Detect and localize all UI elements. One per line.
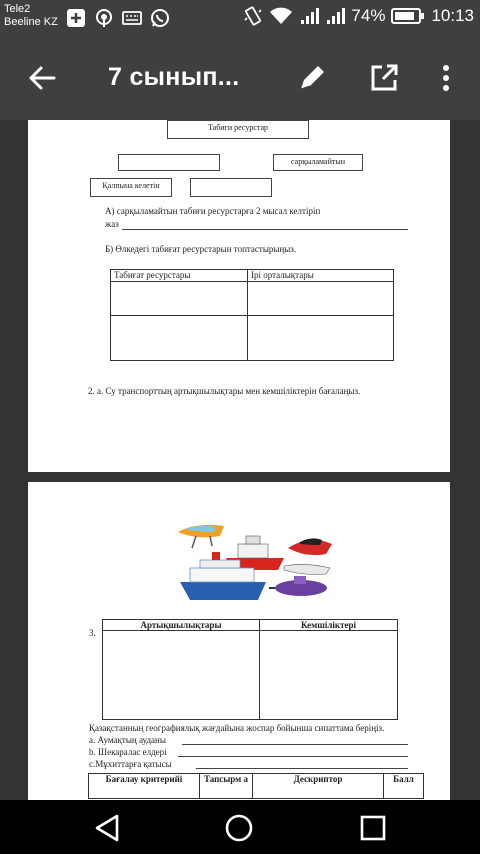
carrier-2: Beeline KZ [4, 16, 58, 28]
diagram-box-empty-1 [118, 154, 220, 171]
diagram-box-empty-2 [190, 178, 272, 197]
document-page-2[interactable] [28, 482, 450, 800]
answer-line [178, 756, 408, 757]
more-vert-icon[interactable] [428, 60, 464, 96]
table-cell [111, 316, 248, 361]
back-triangle-icon[interactable] [89, 810, 125, 846]
question-b: Б) Өлкедегі табиғат ресурстарын топтастырыңыз. [105, 244, 297, 254]
table-header-disadvantages: Кемшіліктері [260, 620, 398, 631]
radio-icon [94, 8, 114, 28]
diagram-box-natural-resources: Табиғи ресурстар [167, 120, 309, 139]
item-neighbors: b. Шекаралас елдері [89, 747, 167, 757]
battery-icon [391, 7, 425, 25]
notification-icons [66, 8, 170, 28]
answer-line [196, 768, 408, 769]
question-a-line-2: жаз [105, 219, 119, 229]
carrier-1: Tele2 [4, 3, 31, 15]
open-external-icon[interactable] [366, 60, 402, 96]
add-icon [66, 8, 86, 28]
table-header-task: Тапсырм а [200, 774, 253, 799]
diagram-box-inexhaustible: сарқыламайтын [273, 154, 363, 171]
whatsapp-icon [150, 8, 170, 28]
vibrate-icon [243, 6, 263, 26]
question-3-number: 3. [89, 628, 96, 638]
table-cell [260, 631, 398, 720]
edit-pencil-icon[interactable] [294, 60, 330, 96]
diagram-box-renewable: Қалпына келетін [90, 178, 172, 197]
document-title: 7 сынып... [108, 63, 240, 91]
home-circle-icon[interactable] [221, 810, 257, 846]
item-area: а. Аумақтың ауданы [89, 735, 166, 745]
system-status [243, 6, 474, 26]
pros-cons-table [102, 619, 398, 720]
table-cell [248, 316, 394, 361]
wifi-icon [269, 6, 293, 26]
keyboard-icon [122, 8, 142, 28]
document-page-1[interactable] [28, 120, 450, 472]
table-cell [103, 631, 260, 720]
instruction: Қазақстанның географиялық жағдайына жоспар бойынша сипаттама беріңіз. [89, 723, 385, 733]
item-oceans: c.Мұхиттарға қатысы [89, 759, 172, 769]
carrier-names [4, 3, 58, 29]
app-bar [0, 36, 480, 120]
table-cell [248, 282, 394, 316]
table-header-advantages: Артықшылықтары [103, 620, 260, 631]
table-header-resources: Табиғат ресурстары [111, 270, 248, 282]
signal-icon [325, 6, 345, 26]
table-header-criteria: Бағалау критерийі [89, 774, 200, 799]
navigation-bar [0, 800, 480, 854]
question-2: 2. а. Су транспорттың артықшылықтары мен кемшіліктерін бағалаңыз. [88, 386, 361, 396]
table-cell [111, 282, 248, 316]
status-bar [0, 0, 480, 36]
back-arrow-icon[interactable] [26, 62, 58, 94]
criteria-table [88, 773, 424, 799]
table-header-descriptor: Дескриптор [253, 774, 384, 799]
answer-line [182, 744, 408, 745]
battery-percent: 74% [351, 6, 386, 25]
recents-square-icon[interactable] [355, 810, 391, 846]
signal-icon [299, 6, 319, 26]
water-transport-illustration [176, 518, 336, 608]
resources-table [110, 269, 394, 361]
answer-line [122, 229, 408, 230]
table-header-score: Балл [384, 774, 424, 799]
clock: 10:13 [431, 6, 474, 25]
table-header-centers: Ірі орталықтары [248, 270, 394, 282]
question-a-line-1: А) сарқыламайтын табиғи ресурстарға 2 мысал келтіріп [105, 206, 321, 216]
